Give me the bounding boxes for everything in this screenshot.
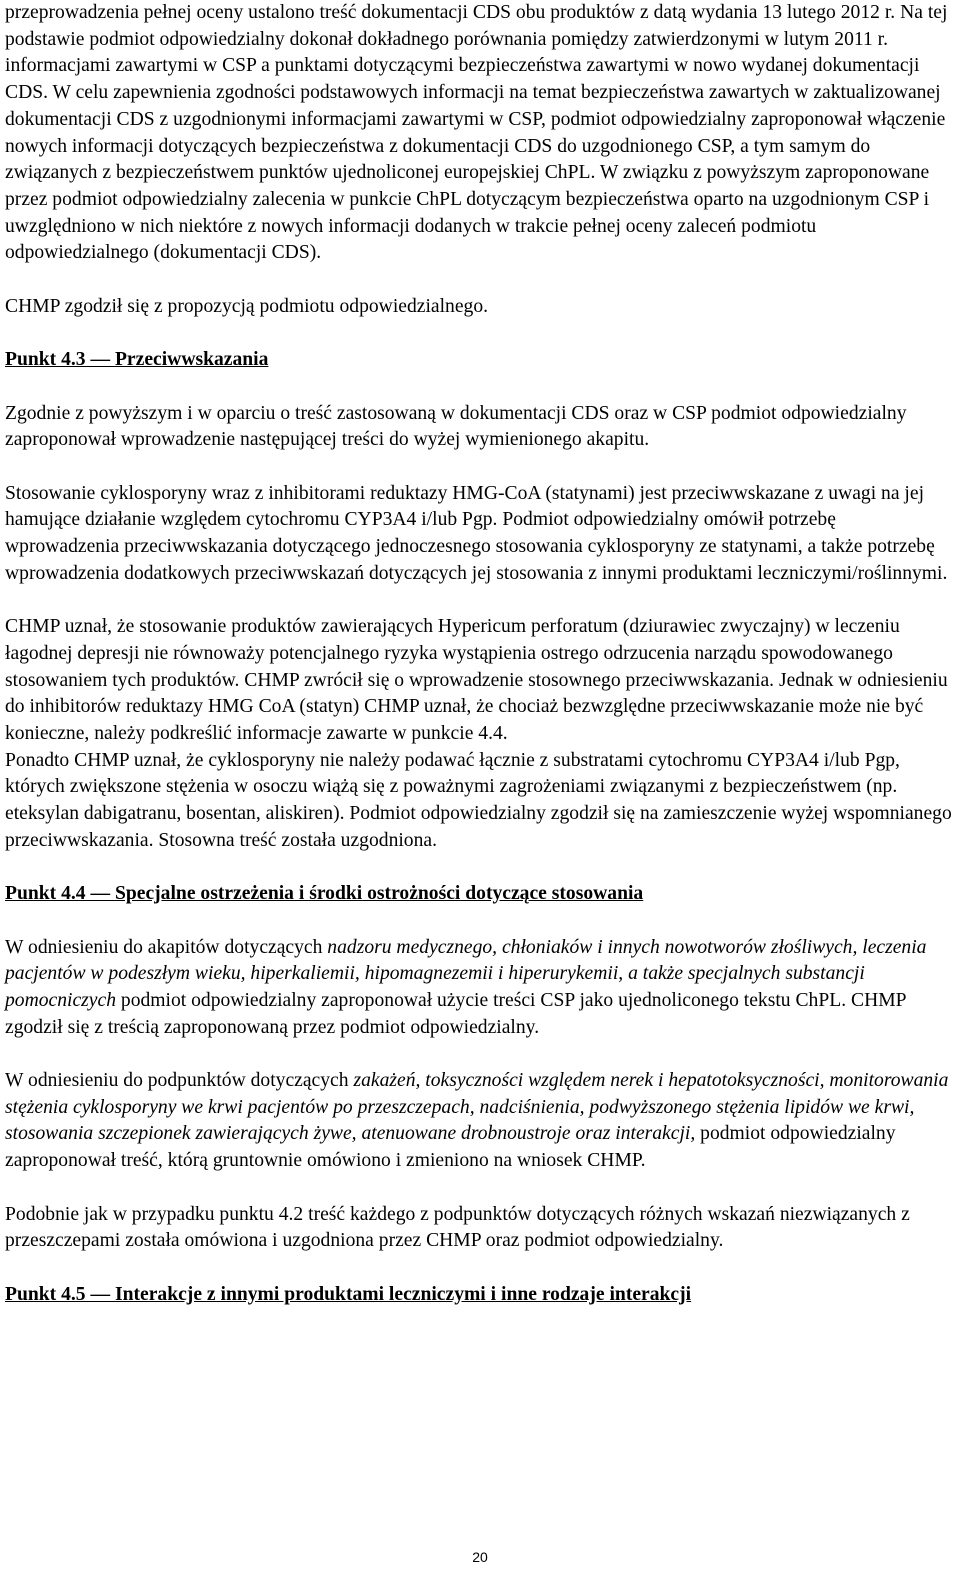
paragraph-4-3-hypericum: CHMP uznał, że stosowanie produktów zawierających Hypericum perforatum (dziurawiec zwyczajny) w leczeniu łagodnej depresji nie równoważy potencjalnego ryzyka wystąpienia ostrego odrzucenia narządu spowodowanego stosowaniem tych produktów. CHMP zwrócił się o wprowadzenie stosownego przeciwwskazania. Jednak w odniesieniu do inhibitorów reduktazy HMG CoA (statyn) CHMP uznał, że chociaż bezwzględne przeciwwskazanie może nie być konieczne, należy podkreślić informacje zawarte w punkcie 4.4. (5, 616, 948, 744)
paragraph-lead-text: W odniesieniu do akapitów dotyczących (5, 936, 328, 958)
section-heading-4-4: Punkt 4.4 — Specjalne ostrzeżenia i środki ostrożności dotyczące stosowania (5, 883, 644, 905)
paragraph-4-4-indications: Podobnie jak w przypadku punktu 4.2 treść każdego z podpunktów dotyczących różnych wskazań niezwiązanych z przeszczepami została omówiona i uzgodniona przez CHMP oraz podmiot odpowiedzialny. (5, 1203, 910, 1252)
paragraph-chmp-agreement: CHMP zgodził się z propozycją podmiotu odpowiedzialnego. (5, 295, 489, 317)
paragraph-4-3-cyp3a4: Ponadto CHMP uznał, że cyklosporyny nie należy podawać łącznie z substratami cytochromu CYP3A4 i/lub Pgp, których zwiększone stężenia w osoczu wiążą się z poważnymi zagrożeniami związanymi z bezpieczeństwem (np. eteksylan dabigatranu, bosentan, aliskiren). Podmiot odpowiedzialny zgodził się na zamieszczenie wyżej wspomnianego przeciwwskazania. Stosowna treść została uzgodniona. (5, 749, 952, 851)
page-number: 20 (472, 1549, 488, 1565)
paragraph-intro: przeprowadzenia pełnej oceny ustalono treść dokumentacji CDS obu produktów z datą wydania 13 lutego 2012 r. Na tej podstawie podmiot odpowiedzialny dokonał dokładnego porównania pomiędzy zatwierdzonymi w lutym 2011 r. informacjami zawartymi w CSP a punktami dotyczącymi bezpieczeństwa zawartymi w nowo wydanej dokumentacji CDS. W celu zapewnienia zgodności podstawowych informacji na temat bezpieczeństwa zawartych w zaktualizowanej dokumentacji CDS z uzgodnionymi informacjami zawartymi w CSP, podmiot odpowiedzialny zaproponował włączenie nowych informacji dotyczących bezpieczeństwa z dokumentacji CDS do uzgodnionego CSP, a tym samym do związanych z bezpieczeństwem punktów ujednoliconej europejskiej ChPL. W związku z powyższym zaproponowane przez podmiot odpowiedzialny zalecenia w punkcie ChPL dotyczącym bezpieczeństwa oparto na uzgodnionym CSP i uwzględniono w nich niektóre z nowych informacji dodanych w trakcie pełnej oceny zaleceń podmiotu odpowiedzialnego (dokumentacji CDS). (5, 2, 948, 264)
paragraph-4-3-statins: Stosowanie cyklosporyny wraz z inhibitorami reduktazy HMG-CoA (statynami) jest przeciwwskazane z uwagi na jej hamujące działanie względem cytochromu CYP3A4 i/lub Pgp. Podmiot odpowiedzialny omówił potrzebę wprowadzenia przeciwwskazania dotyczącego jednoczesnego stosowania cyklosporyny ze statynami, a także potrzebę wprowadzenia dodatkowych przeciwwskazań dotyczących jej stosowania z innymi produktami leczniczymi/roślinnymi. (5, 482, 948, 584)
paragraph-4-4-supervision (5, 935, 955, 1042)
section-heading-4-3: Punkt 4.3 — Przeciwwskazania (5, 349, 269, 371)
paragraph-4-3-proposal: Zgodnie z powyższym i w oparciu o treść zastosowaną w dokumentacji CDS oraz w CSP podmiot odpowiedzialny zaproponował wprowadzenie następującej treści do wyżej wymienionego akapitu. (5, 402, 907, 451)
section-heading-4-5: Punkt 4.5 — Interakcje z innymi produktami leczniczymi i inne rodzaje interakcji (5, 1283, 692, 1305)
paragraph-tail-text: podmiot odpowiedzialny zaproponował użycie treści CSP jako ujednoliconego tekstu ChPL. CHMP zgodził się z treścią zaproponowaną przez podmiot odpowiedzialny. (5, 989, 906, 1038)
paragraph-4-4-infections (5, 1068, 955, 1175)
paragraph-italic-text: nadzoru medycznego, chłoniaków i innych nowotworów złośliwych, leczenia pacjentów w podeszłym wieku, hiperkaliemii, hipomagnezemii i hiperurykemii, a także specjalnych substancji pomocniczych (5, 936, 927, 1011)
paragraph-italic-text: zakażeń, toksyczności względem nerek i hepatotoksyczności, monitorowania stężenia cyklosporyny we krwi pacjentów po przeszczepach, nadciśnienia, podwyższonego stężenia lipidów we krwi, stosowania szczepionek zawierających żywe, atenuowane drobnoustroje oraz interakcji, (5, 1070, 949, 1145)
paragraph-lead-text: W odniesieniu do podpunktów dotyczących (5, 1070, 354, 1091)
document-page (5, 0, 955, 1308)
paragraph-tail-text: podmiot odpowiedzialny zaproponował treść, którą gruntownie omówiono i zmieniono na wniosek CHMP. (5, 1123, 896, 1172)
